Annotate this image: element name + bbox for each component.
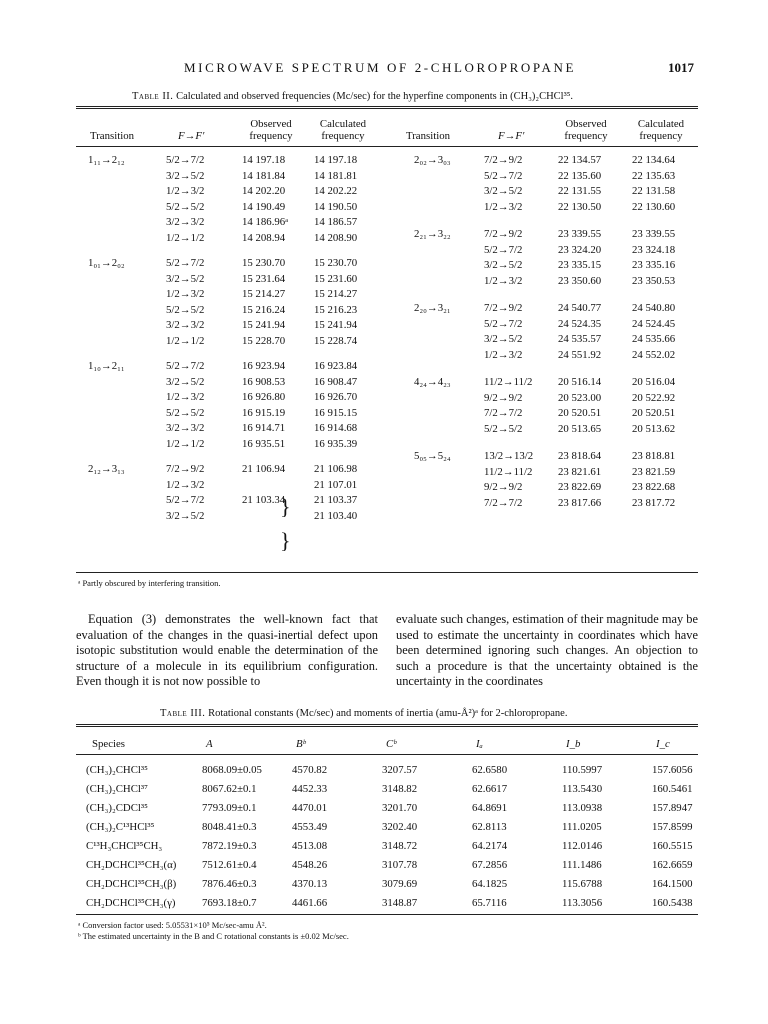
t3-cell: 157.8947 — [652, 802, 693, 814]
t3-cell: 7872.19±0.3 — [202, 840, 257, 852]
t2-cell-calc: 22 130.60 — [632, 200, 676, 213]
t2-cell-calc: 23 324.18 — [632, 243, 676, 256]
t3-cell: 157.8599 — [652, 821, 693, 833]
t3-cell: 111.1486 — [562, 859, 602, 871]
t3-cell: 4452.33 — [292, 783, 328, 795]
t2-cell-obs: 23 324.20 — [558, 243, 602, 256]
t2-cell-obs: 20 523.00 — [558, 391, 602, 404]
t3-cell: (CH₃)₂CHCl³⁷ — [86, 783, 148, 795]
t3-cell: 113.0938 — [562, 802, 603, 814]
t2-bottom-rule — [76, 572, 698, 573]
t2-cell-obs: 21 106.94 — [242, 463, 286, 475]
table3-caption-text: Rotational constants (Mc/sec) and moments of inertia (amu-Å²)ᵃ for 2-chloropropane. — [205, 708, 568, 719]
t2-cell-calc: 24 524.45 — [632, 317, 676, 330]
t2-cell-obs: 15 241.94 — [242, 319, 286, 331]
t2-cell-obs: 22 130.50 — [558, 200, 602, 213]
t2-cell-calc: 20 522.92 — [632, 391, 676, 404]
t2-cell-calc: 22 135.63 — [632, 169, 676, 182]
t2-cell-ff: 3/2→3/2 — [166, 422, 205, 434]
t2-cell-calc: 16 915.15 — [314, 406, 358, 419]
t3-header-cell: Bᵇ — [296, 738, 306, 750]
t2-cell-calc: 22 134.64 — [632, 154, 676, 166]
t2-cell-ff: 13/2→13/2 — [484, 450, 534, 462]
brace-right-a: } — [280, 494, 291, 519]
t2-cell-calc: 20 516.04 — [632, 376, 676, 388]
t2-cell-obs: 23 350.60 — [558, 274, 602, 287]
table2-top-rule — [76, 106, 698, 109]
t2-cell-t: 1₁₁→2₁₂ — [88, 154, 125, 166]
t3-cell: 4461.66 — [292, 897, 328, 909]
t2-hdr-transition-left: Transition — [90, 130, 134, 142]
t3-cell: (CH₃)₂CHCl³⁵ — [86, 764, 148, 776]
t2-cell-calc: 15 228.74 — [314, 334, 358, 347]
t2-cell-ff: 1/2→3/2 — [166, 288, 205, 300]
t3-header-cell: I_c — [656, 738, 670, 750]
t2-cell-ff: 1/2→1/2 — [166, 231, 205, 244]
t2-cell-obs: 15 216.24 — [242, 303, 286, 316]
t2-hdr-calc-r2: frequency — [639, 130, 683, 142]
t2-cell-ff: 3/2→5/2 — [484, 259, 523, 271]
t2-cell-calc: 15 230.70 — [314, 257, 358, 269]
t2-cell-calc: 14 186.57 — [314, 216, 358, 228]
t2-cell-t: 1₁₀→2₁₁ — [88, 360, 125, 372]
t2-cell-ff: 11/2→11/2 — [484, 465, 533, 478]
t2-cell-obs: 14 190.49 — [242, 200, 286, 213]
t2-hdr-obs-l2: frequency — [249, 130, 293, 142]
t2-cell-ff: 1/2→3/2 — [166, 185, 205, 197]
t2-cell-obs: 22 131.55 — [558, 185, 602, 197]
t2-cell-ff: 1/2→1/2 — [166, 334, 205, 347]
t3-cell: 3202.40 — [382, 821, 418, 833]
t3-cell: 110.5997 — [562, 764, 603, 776]
t3-cell: 3148.82 — [382, 783, 418, 795]
t2-hdr-transition-right: Transition — [406, 130, 450, 142]
t2-cell-obs: 23 821.61 — [558, 465, 602, 478]
t2-cell-ff: 9/2→9/2 — [484, 481, 523, 493]
t2-cell-calc: 16 935.39 — [314, 437, 358, 450]
t2-cell-calc: 16 908.47 — [314, 375, 358, 388]
t3-cell: 4553.49 — [292, 821, 328, 833]
t3-footnote-b: ᵇ The estimated uncertainty in the B and C rotational constants is ±0.02 Mc/sec. — [78, 931, 349, 941]
t2-cell-ff: 5/2→7/2 — [166, 494, 205, 506]
t3-cell: 65.7116 — [472, 897, 507, 909]
t2-cell-calc: 23 821.59 — [632, 465, 676, 478]
t2-cell-calc: 14 202.22 — [314, 185, 358, 197]
t2-cell-ff: 5/2→7/2 — [484, 317, 523, 330]
t2-cell-obs: 14 208.94 — [242, 231, 286, 244]
t3-cell: 162.6659 — [652, 859, 693, 871]
t3-header-rule — [76, 754, 698, 755]
t2-cell-ff: 3/2→5/2 — [166, 272, 205, 285]
t2-cell-ff: 5/2→5/2 — [166, 303, 205, 316]
t3-cell: 8048.41±0.3 — [202, 821, 257, 833]
t3-cell: 62.8113 — [472, 821, 507, 833]
t2-cell-t: 1₀₁→2₀₂ — [88, 257, 125, 269]
t2-hdr-obs-right — [551, 118, 621, 142]
t3-cell: (CH₃)₂C¹³HCl³⁵ — [86, 821, 155, 833]
t2-cell-ff: 3/2→5/2 — [166, 375, 205, 388]
body-left-paragraph: Equation (3) demonstrates the well-known fact that evaluation of the changes in the quasi-inertial defect upon isotopic substitution would enable the determination of the structure of a molecule in its equilibrium configuration. Even though it is not now possible to — [76, 612, 378, 689]
t2-hdr-obs-left — [236, 118, 306, 142]
t2-cell-ff: 1/2→3/2 — [484, 274, 523, 287]
t2-cell-t: 2₂₁→3₂₂ — [414, 228, 451, 240]
t3-cell: 160.5461 — [652, 783, 693, 795]
table2-caption — [132, 91, 573, 102]
t3-cell: 111.0205 — [562, 821, 602, 833]
t2-cell-ff: 1/2→3/2 — [166, 391, 205, 403]
t2-cell-calc: 23 350.53 — [632, 274, 676, 287]
t2-cell-calc: 15 231.60 — [314, 272, 358, 285]
t2-cell-calc: 23 817.72 — [632, 496, 676, 509]
t2-cell-obs: 23 339.55 — [558, 228, 602, 240]
t2-cell-ff: 7/2→9/2 — [484, 228, 523, 240]
t2-cell-calc: 16 926.70 — [314, 391, 358, 403]
t2-cell-obs: 23 335.15 — [558, 259, 602, 271]
t2-hdr-calc-r1: Calculated — [637, 118, 685, 130]
t2-cell-obs: 14 197.18 — [242, 154, 286, 166]
t2-cell-calc: 20 513.62 — [632, 422, 676, 435]
t2-cell-obs: 24 524.35 — [558, 317, 602, 330]
t2-cell-calc: 21 103.40 — [314, 509, 358, 522]
t3-header-cell: Species — [92, 738, 125, 750]
t3-cell: 4470.01 — [292, 802, 328, 814]
t2-cell-obs: 23 817.66 — [558, 496, 602, 509]
t2-cell-obs: 20 516.14 — [558, 376, 602, 388]
t3-cell: 7793.09±0.1 — [202, 802, 257, 814]
t2-cell-ff: 1/2→3/2 — [484, 200, 523, 213]
t2-cell-ff: 5/2→7/2 — [166, 257, 205, 269]
t2-cell-obs: 23 822.69 — [558, 481, 602, 493]
t3-cell: 3148.72 — [382, 840, 418, 852]
t2-cell-calc: 14 208.90 — [314, 231, 358, 244]
t2-cell-ff: 5/2→7/2 — [166, 360, 205, 372]
t2-cell-calc: 23 818.81 — [632, 450, 676, 462]
t2-cell-calc: 15 216.23 — [314, 303, 358, 316]
t3-cell: 113.3056 — [562, 897, 603, 909]
t2-hdr-calc-left — [308, 118, 378, 142]
t2-cell-obs: 14 202.20 — [242, 185, 286, 197]
t2-footnote: ᵃ Partly obscured by interfering transition. — [78, 578, 221, 588]
page-number: 1017 — [668, 60, 694, 75]
t3-cell: 4548.26 — [292, 859, 328, 871]
t3-bottom-rule — [76, 914, 698, 915]
t3-cell: 64.8691 — [472, 802, 508, 814]
t3-cell: 62.6580 — [472, 764, 508, 776]
t2-cell-obs: 24 535.57 — [558, 333, 602, 345]
t2-cell-obs: 16 926.80 — [242, 391, 286, 403]
t2-cell-ff: 3/2→5/2 — [484, 333, 523, 345]
t2-cell-ff: 3/2→5/2 — [484, 185, 523, 197]
t3-cell: 8067.62±0.1 — [202, 783, 257, 795]
t2-cell-obs: 16 915.19 — [242, 406, 286, 419]
t2-cell-calc: 23 335.16 — [632, 259, 676, 271]
t2-hdr-obs-r1: Observed — [565, 118, 607, 130]
t3-cell: 64.1825 — [472, 878, 508, 890]
body-right-paragraph: evaluate such changes, estimation of their magnitude may be used to estimate the uncertainty in coordinates which have been determined ignoring such changes. An objection to such a procedure is that the uncertainty obtained is the uncertainty in the coordinates — [396, 612, 698, 689]
t3-cell: 3107.78 — [382, 859, 418, 871]
table2-caption-text: Calculated and observed frequencies (Mc/sec) for the hyperfine components in (CH₃)₂CHCl³⁵. — [173, 91, 574, 102]
t2-cell-calc: 16 914.68 — [314, 422, 358, 434]
t2-cell-calc: 24 540.80 — [632, 302, 676, 314]
table3 — [76, 730, 698, 941]
t2-header-rule — [76, 146, 698, 147]
t3-cell: CH₂DCHCl³⁵CH₃(β) — [86, 878, 177, 890]
t2-cell-ff: 5/2→7/2 — [166, 154, 205, 166]
t2-cell-obs: 24 551.92 — [558, 348, 602, 361]
t2-cell-obs: 23 818.64 — [558, 450, 602, 462]
t2-hdr-calc-right — [624, 118, 698, 142]
t2-cell-calc: 23 339.55 — [632, 228, 676, 240]
t3-cell: 3148.87 — [382, 897, 418, 909]
t2-cell-obs: 16 935.51 — [242, 437, 286, 450]
t2-cell-obs: 15 231.64 — [242, 272, 286, 285]
t2-cell-ff: 11/2→11/2 — [484, 376, 533, 388]
t2-cell-ff: 1/2→1/2 — [166, 437, 205, 450]
t3-cell: 7512.61±0.4 — [202, 859, 257, 871]
t3-cell: C¹³H₃CHCl³⁵CH₃ — [86, 840, 163, 852]
t2-cell-obs: 15 214.27 — [242, 288, 286, 300]
running-title: MICROWAVE SPECTRUM OF 2-CHLOROPROPANE — [184, 60, 577, 75]
t2-cell-ff: 3/2→3/2 — [166, 216, 205, 228]
t3-cell: 157.6056 — [652, 764, 693, 776]
t2-cell-calc: 24 552.02 — [632, 348, 676, 361]
t2-cell-calc: 16 923.84 — [314, 360, 358, 372]
t3-cell: CH₂DCHCl³⁵CH₃(γ) — [86, 897, 176, 909]
t2-cell-ff: 5/2→5/2 — [166, 200, 205, 213]
t3-footnote-a: ᵃ Conversion factor used: 5.05531×10⁵ Mc/sec-amu Å². — [78, 920, 267, 930]
t3-header-cell: Iₐ — [476, 738, 483, 750]
t2-cell-t: 4₂₄→4₂₃ — [414, 376, 451, 388]
t2-cell-obs: 15 228.70 — [242, 334, 286, 347]
t2-cell-ff: 5/2→7/2 — [484, 169, 523, 182]
t3-cell: 3201.70 — [382, 802, 418, 814]
t2-cell-calc: 15 214.27 — [314, 288, 358, 300]
t2-cell-ff: 7/2→9/2 — [166, 463, 205, 475]
t2-cell-calc: 14 190.50 — [314, 200, 358, 213]
t2-hdr-calc-l2: frequency — [321, 130, 365, 142]
t2-cell-obs: 14 186.96ᵃ — [242, 216, 289, 228]
t2-cell-ff: 3/2→5/2 — [166, 509, 205, 522]
t2-cell-calc: 21 103.37 — [314, 494, 358, 506]
t2-cell-ff: 3/2→3/2 — [166, 319, 205, 331]
body-column-right — [396, 612, 698, 690]
t2-cell-ff: 1/2→3/2 — [484, 348, 523, 361]
t2-hdr-obs-l1: Observed — [250, 118, 292, 130]
t2-cell-obs: 15 230.70 — [242, 257, 286, 269]
table3-top-rule — [76, 724, 698, 727]
t3-cell: 115.6788 — [562, 878, 603, 890]
t2-hdr-obs-r2: frequency — [564, 130, 608, 142]
t2-cell-obs: 16 923.94 — [242, 360, 286, 372]
t3-cell: 62.6617 — [472, 783, 508, 795]
t2-cell-ff: 9/2→9/2 — [484, 391, 523, 404]
t2-cell-ff: 5/2→5/2 — [484, 422, 523, 435]
t2-cell-calc: 22 131.58 — [632, 185, 676, 197]
t2-cell-calc: 14 181.81 — [314, 169, 358, 182]
body-column-left — [76, 612, 378, 690]
t3-cell: 112.0146 — [562, 840, 603, 852]
t2-cell-obs: 16 914.71 — [242, 422, 286, 434]
t3-cell: 64.2174 — [472, 840, 508, 852]
table3-label: Table III. — [160, 708, 206, 719]
t2-cell-obs: 21 103.34 — [242, 494, 286, 506]
t2-cell-t: 5₀₅→5₂₄ — [414, 450, 451, 462]
t3-cell: 4370.13 — [292, 878, 328, 890]
t3-cell: 4570.82 — [292, 764, 328, 776]
t2-cell-obs: 14 181.84 — [242, 169, 286, 182]
t2-cell-calc: 23 822.68 — [632, 481, 676, 493]
t2-cell-obs: 20 520.51 — [558, 407, 602, 419]
t2-cell-obs: 20 513.65 — [558, 422, 602, 435]
t3-header-cell: Cᵇ — [386, 738, 397, 750]
running-head — [0, 60, 768, 80]
t2-hdr-ff-left: F→F′ — [178, 130, 205, 142]
t2-cell-ff: 5/2→5/2 — [166, 406, 205, 419]
t2-cell-obs: 22 135.60 — [558, 169, 602, 182]
t2-cell-obs: 16 908.53 — [242, 375, 286, 388]
t3-cell: CH₂DCHCl³⁵CH₃(α) — [86, 859, 177, 871]
t2-cell-t: 2₀₂→3₀₃ — [414, 154, 451, 166]
t3-header-cell: A — [206, 738, 213, 750]
t2-hdr-calc-l1: Calculated — [319, 118, 367, 130]
table3-caption — [160, 708, 567, 719]
t2-cell-ff: 1/2→3/2 — [166, 478, 205, 491]
t2-cell-calc: 15 241.94 — [314, 319, 358, 331]
t2-hdr-ff-right: F→F′ — [498, 130, 525, 142]
table2 — [76, 110, 698, 600]
t3-cell: (CH₃)₂CDCl³⁵ — [86, 802, 148, 814]
t2-cell-ff: 7/2→7/2 — [484, 407, 523, 419]
t3-header-cell: I_b — [566, 738, 581, 750]
t3-cell: 67.2856 — [472, 859, 508, 871]
t2-cell-t: 2₂₀→3₂₁ — [414, 302, 451, 314]
t2-cell-calc: 14 197.18 — [314, 154, 358, 166]
t3-cell: 160.5515 — [652, 840, 693, 852]
brace-right-b: } — [280, 528, 291, 553]
table2-label: Table II. — [132, 91, 174, 102]
t2-cell-calc: 21 106.98 — [314, 463, 358, 475]
t3-cell: 160.5438 — [652, 897, 693, 909]
t3-cell: 4513.08 — [292, 840, 328, 852]
t3-cell: 8068.09±0.05 — [202, 764, 262, 776]
t3-cell: 7876.46±0.3 — [202, 878, 257, 890]
t2-cell-obs: 24 540.77 — [558, 302, 602, 314]
t3-cell: 7693.18±0.7 — [202, 897, 257, 909]
t2-cell-t: 2₁₂→3₁₃ — [88, 463, 125, 475]
t2-cell-calc: 24 535.66 — [632, 333, 676, 345]
t3-cell: 3079.69 — [382, 878, 418, 890]
t3-cell: 3207.57 — [382, 764, 418, 776]
t2-cell-obs: 22 134.57 — [558, 154, 602, 166]
t2-cell-ff: 3/2→5/2 — [166, 169, 205, 182]
t3-cell: 113.5430 — [562, 783, 603, 795]
t2-cell-ff: 7/2→7/2 — [484, 496, 523, 509]
t2-cell-calc: 20 520.51 — [632, 407, 676, 419]
t3-cell: 164.1500 — [652, 878, 693, 890]
t2-cell-ff: 7/2→9/2 — [484, 154, 523, 166]
t2-cell-calc: 21 107.01 — [314, 478, 358, 491]
t2-cell-ff: 7/2→9/2 — [484, 302, 523, 314]
t2-cell-ff: 5/2→7/2 — [484, 243, 523, 256]
